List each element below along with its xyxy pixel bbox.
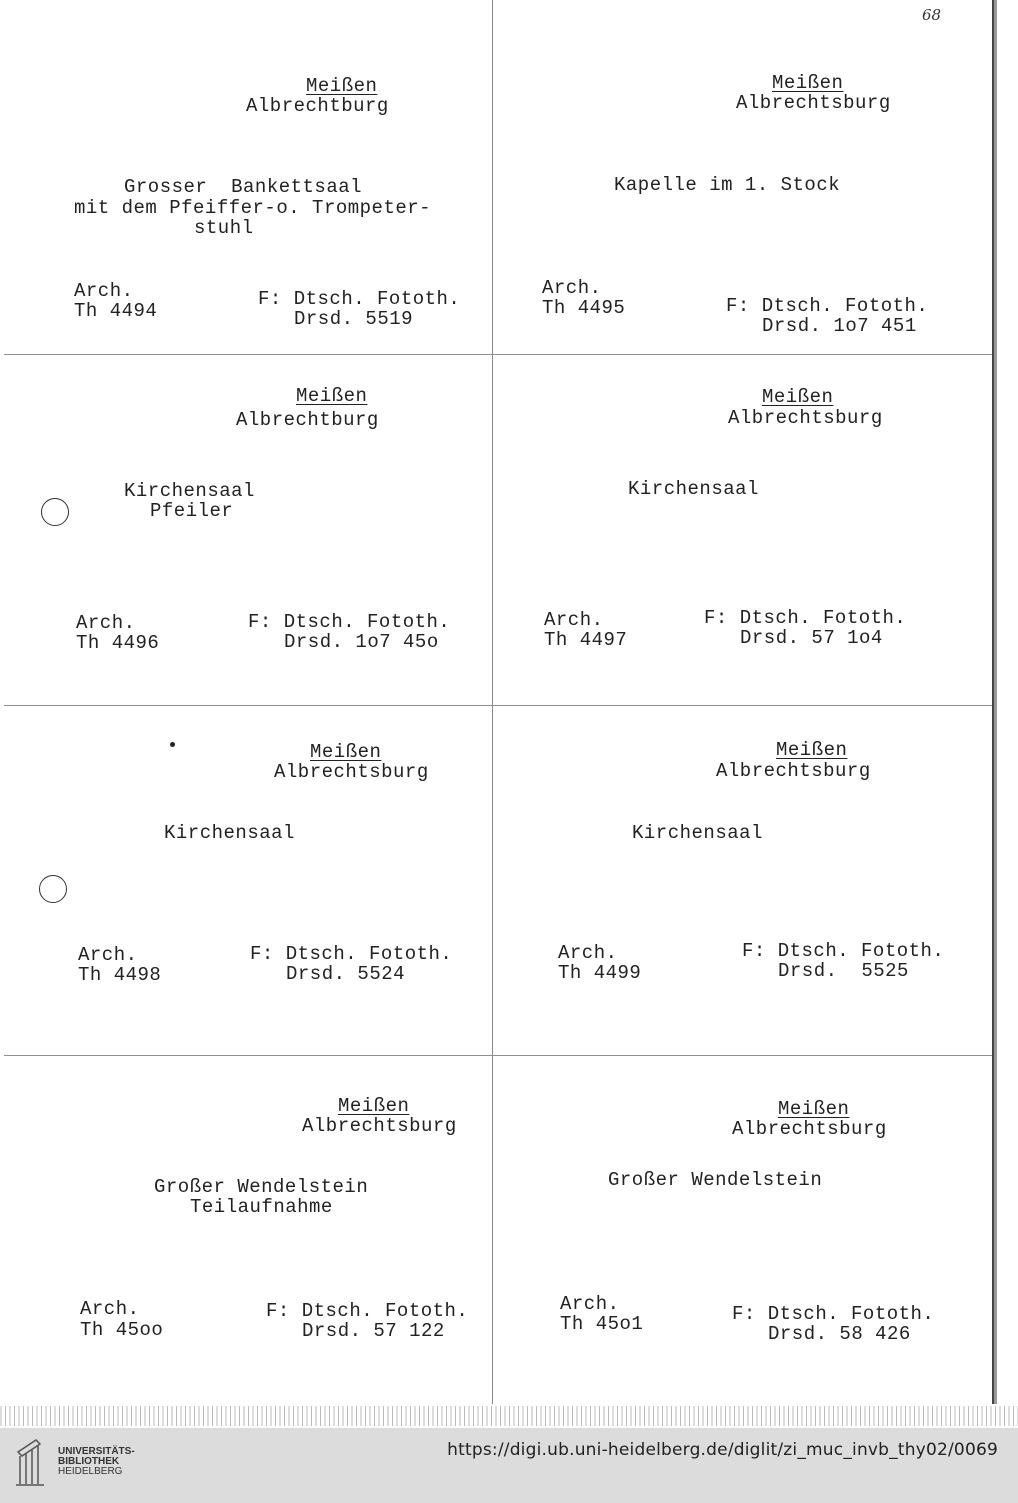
card-dresden-number: Drsd. 5524 xyxy=(286,963,406,985)
card-building: Albrechtburg xyxy=(236,409,379,431)
card-building: Albrechtsburg xyxy=(302,1115,457,1137)
card-inventory-number: Th 4497 xyxy=(544,629,628,651)
card-dresden-number: Drsd. 1o7 451 xyxy=(762,315,917,337)
card-inventory-number: Th 4498 xyxy=(78,964,162,986)
card-subject-line: Grosser Bankettsaal xyxy=(124,176,363,198)
card-photo-source: F: Dtsch. Fototh. xyxy=(258,288,461,310)
column-divider xyxy=(492,0,493,1404)
card-subject-line: Großer Wendelstein xyxy=(154,1176,369,1198)
library-name xyxy=(58,1447,135,1477)
card-subject-line: Kapelle im 1. Stock xyxy=(614,174,841,196)
library-name-line: HEIDELBERG xyxy=(58,1466,123,1477)
card-building: Albrechtsburg xyxy=(274,761,429,783)
row-divider-1 xyxy=(4,354,992,355)
card-arch: Arch. xyxy=(74,280,134,302)
card-subject-line: Großer Wendelstein xyxy=(608,1169,823,1191)
punch-hole xyxy=(41,498,69,526)
card-inventory-number: Th 4496 xyxy=(76,632,160,654)
card-arch: Arch. xyxy=(80,1298,140,1320)
card-arch: Arch. xyxy=(560,1293,620,1315)
card-inventory-number: Th 45oo xyxy=(80,1319,164,1341)
library-footer xyxy=(0,1428,1018,1503)
card-photo-source: F: Dtsch. Fototh. xyxy=(248,611,451,633)
card-city: Meißen xyxy=(762,386,834,408)
card-photo-source: F: Dtsch. Fototh. xyxy=(266,1300,469,1322)
card-arch: Arch. xyxy=(544,609,604,631)
punch-hole xyxy=(39,875,67,903)
library-logo-icon xyxy=(14,1438,50,1488)
card-subject-line: Teilaufnahme xyxy=(190,1196,333,1218)
ink-spot xyxy=(170,742,175,747)
card-inventory-number: Th 4495 xyxy=(542,297,626,319)
card-inventory-number: Th 45o1 xyxy=(560,1313,644,1335)
card-dresden-number: Drsd. 57 122 xyxy=(302,1320,445,1342)
card-subject-line: Kirchensaal xyxy=(164,822,295,844)
card-inventory-number: Th 4499 xyxy=(558,962,642,984)
index-card-sheet xyxy=(4,0,994,1404)
card-subject-line: stuhl xyxy=(194,217,254,239)
card-photo-source: F: Dtsch. Fototh. xyxy=(726,295,929,317)
library-name-line: BIBLIOTHEK xyxy=(58,1456,120,1467)
card-photo-source: F: Dtsch. Fototh. xyxy=(742,940,945,962)
scan-edge-strip xyxy=(0,1406,1018,1426)
card-inventory-number: Th 4494 xyxy=(74,300,158,322)
card-city: Meißen xyxy=(338,1095,410,1117)
card-arch: Arch. xyxy=(542,277,602,299)
card-photo-source: F: Dtsch. Fototh. xyxy=(704,607,907,629)
card-dresden-number: Drsd. 5519 xyxy=(294,308,414,330)
card-dresden-number: Drsd. 5525 xyxy=(778,960,909,982)
card-arch: Arch. xyxy=(78,944,138,966)
card-subject-line: Kirchensaal xyxy=(628,478,759,500)
card-dresden-number: Drsd. 1o7 45o xyxy=(284,631,439,653)
card-photo-source: F: Dtsch. Fototh. xyxy=(250,943,453,965)
card-city: Meißen xyxy=(306,75,378,97)
page-number: 68 xyxy=(922,6,942,24)
card-arch: Arch. xyxy=(76,612,136,634)
row-divider-3 xyxy=(4,1055,992,1056)
card-building: Albrechtsburg xyxy=(728,407,883,429)
card-subject-line: mit dem Pfeiffer-o. Trompeter- xyxy=(74,197,432,219)
card-subject-line: Kirchensaal xyxy=(632,822,763,844)
card-arch: Arch. xyxy=(558,942,618,964)
library-name-line: UNIVERSITÄTS- xyxy=(58,1446,135,1457)
card-city: Meißen xyxy=(778,1098,850,1120)
card-building: Albrechtburg xyxy=(246,95,389,117)
card-dresden-number: Drsd. 57 1o4 xyxy=(740,627,883,649)
card-dresden-number: Drsd. 58 426 xyxy=(768,1323,911,1345)
card-building: Albrechtsburg xyxy=(736,92,891,114)
card-building: Albrechtsburg xyxy=(716,760,871,782)
card-city: Meißen xyxy=(296,385,368,407)
card-photo-source: F: Dtsch. Fototh. xyxy=(732,1303,935,1325)
card-subject-line: Kirchensaal xyxy=(124,480,255,502)
card-city: Meißen xyxy=(310,741,382,763)
card-city: Meißen xyxy=(776,739,848,761)
card-city: Meißen xyxy=(772,72,844,94)
card-subject-line: Pfeiler xyxy=(150,500,234,522)
row-divider-2 xyxy=(4,705,992,706)
document-url[interactable]: https://digi.ub.uni-heidelberg.de/diglit/zi_muc_invb_thy02/0069 xyxy=(447,1440,998,1460)
card-building: Albrechtsburg xyxy=(732,1118,887,1140)
